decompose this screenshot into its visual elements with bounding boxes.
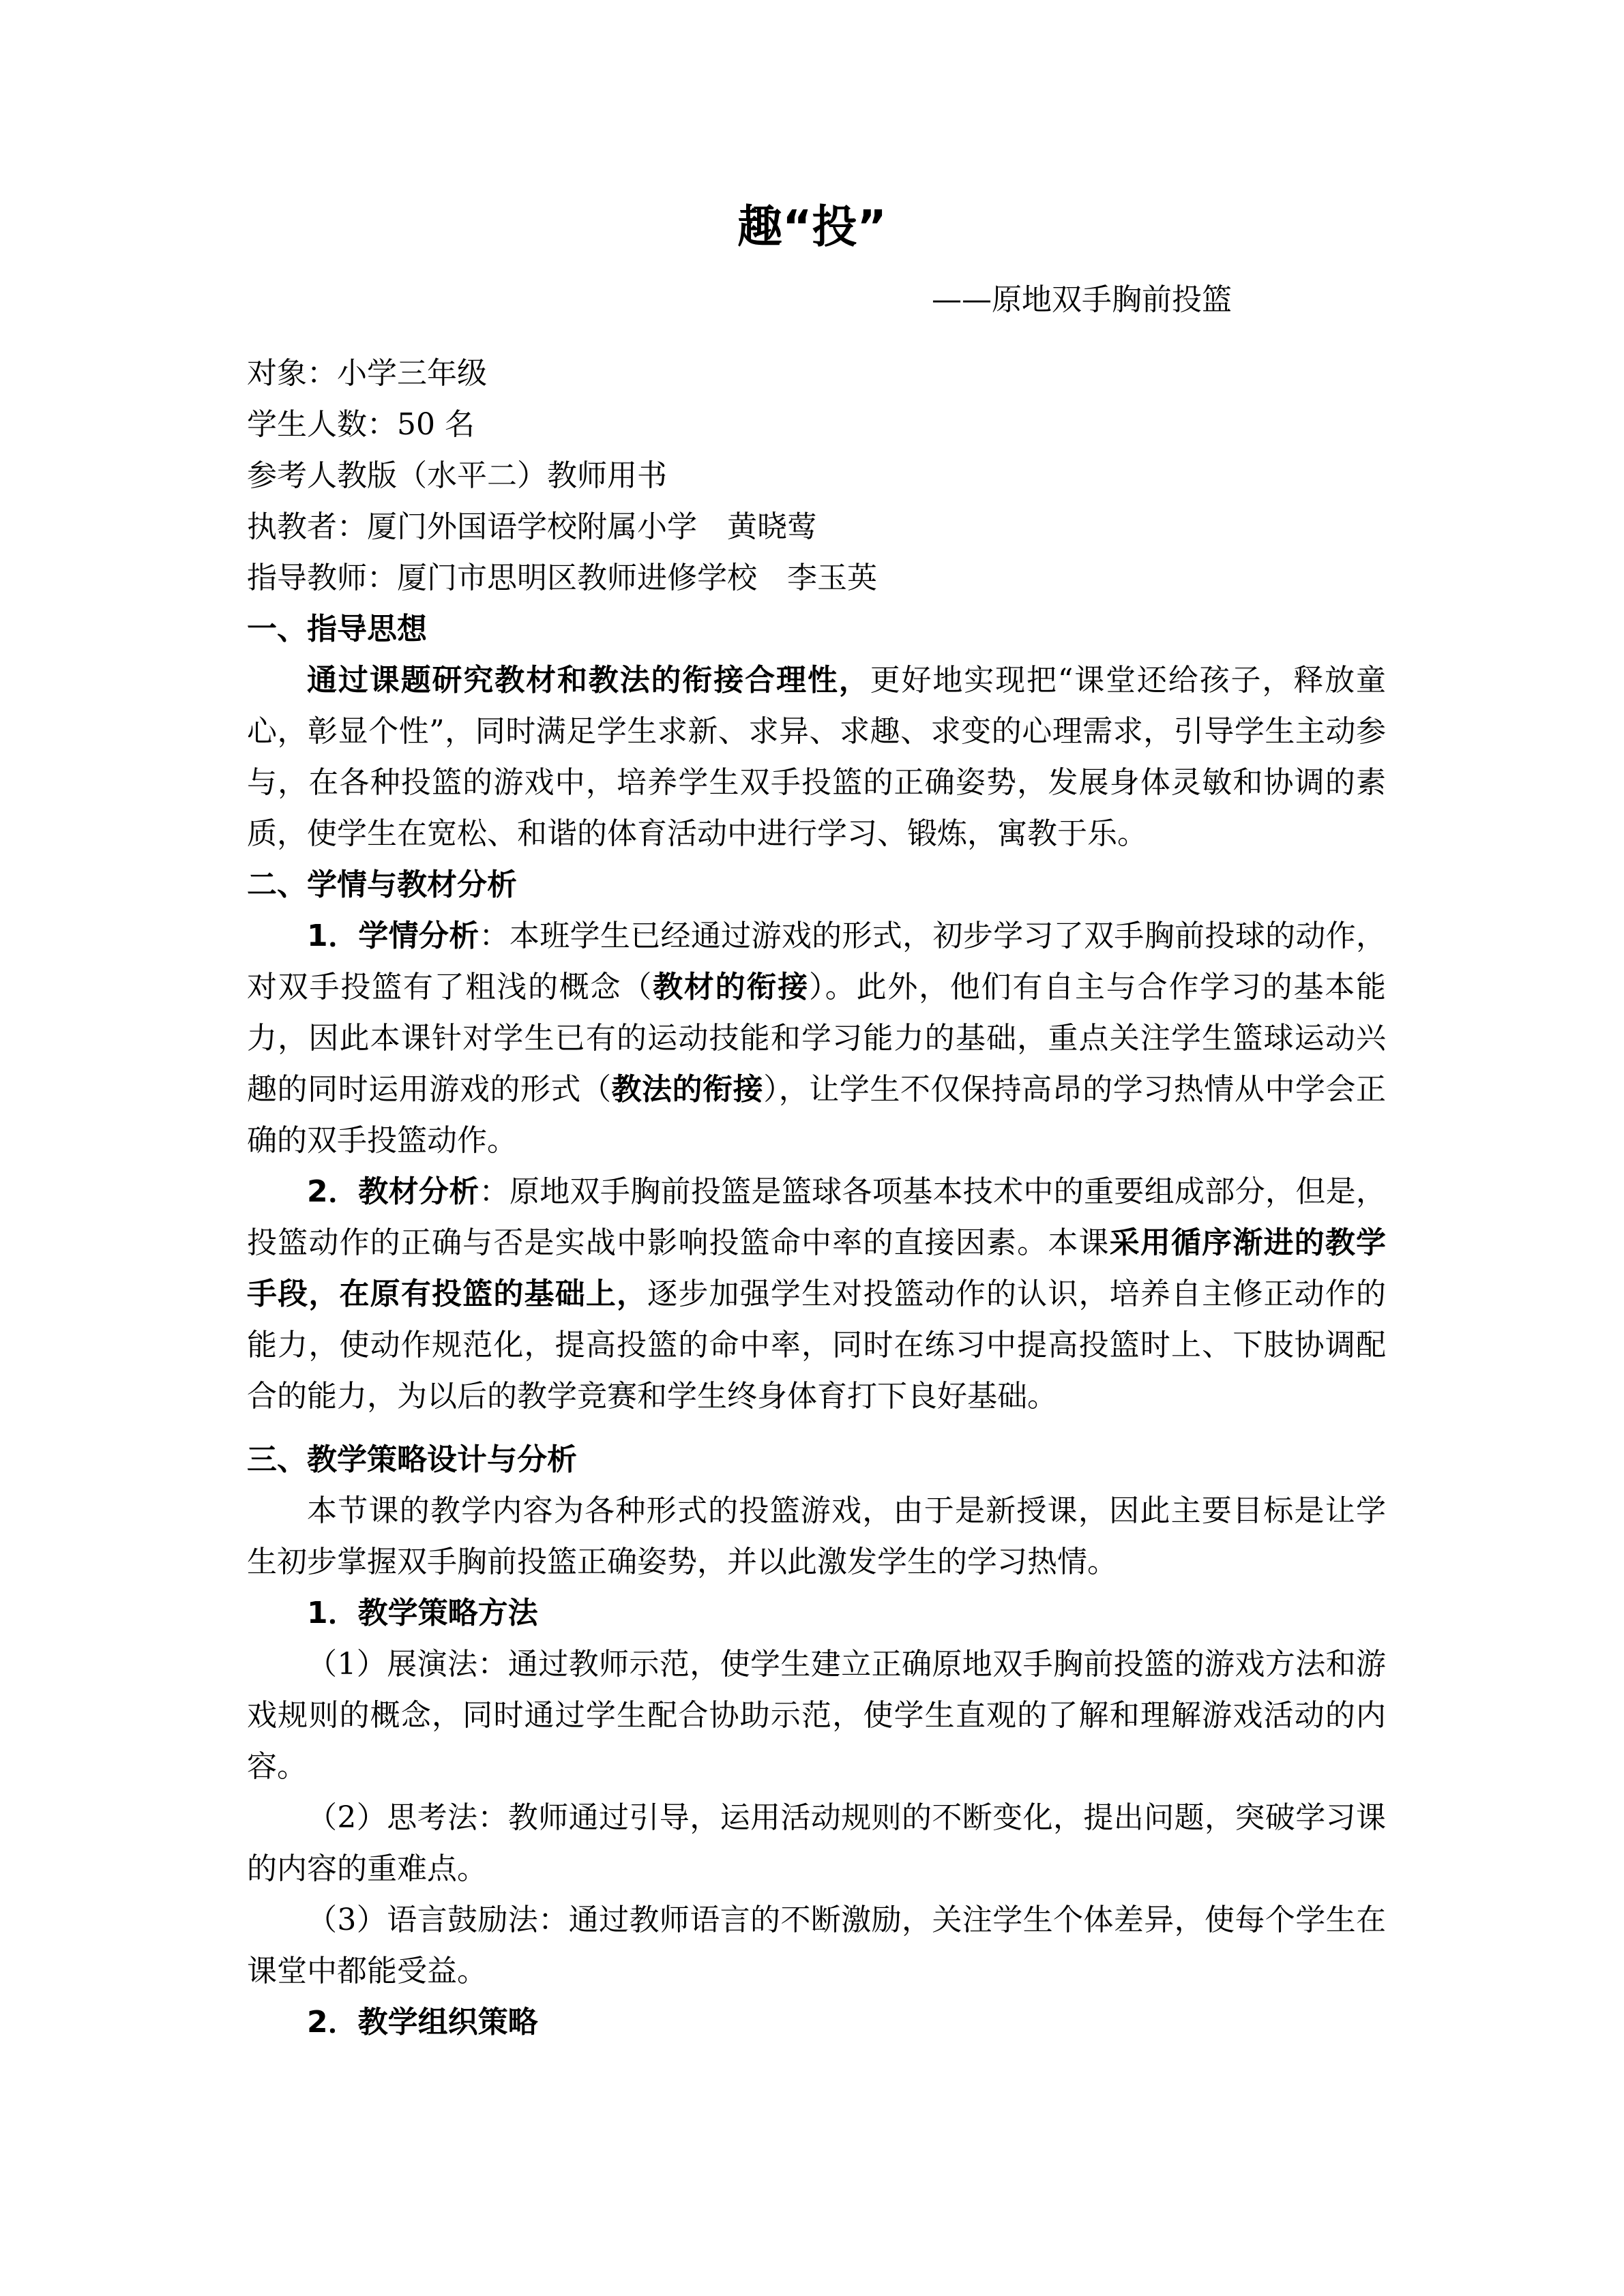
document-subtitle: ——原地双手胸前投篮 [932, 282, 1232, 317]
paragraph-text: ），让学生不仅保持高昂的学习热情从中学会正确的双手投篮动作。 [247, 1072, 1387, 1158]
paragraph-text: ：本班学生已经通过游戏的形式，初步学习了双手胸前投球的动作，对双手投篮有了粗浅的概念（ [247, 919, 1387, 1004]
subheading-strategy-methods: 1．教学策略方法 [307, 1596, 538, 1630]
bold-phrase: 通过课题研究教材和教法的衔接合理性， [307, 663, 870, 698]
bold-phrase: 教法的衔接 [611, 1072, 764, 1107]
paragraph-method-encouragement: （3）语言鼓励法：通过教师语言的不断激励，关注学生个体差异，使每个学生在课堂中都能受益。 [247, 1903, 1386, 1988]
bold-phrase: 采用循序渐进的教学手段，在原有投篮的基础上， [247, 1225, 1387, 1311]
info-teacher: 执教者：厦门外国语学校附属小学 黄晓莺 [247, 509, 817, 544]
info-advisor: 指导教师：厦门市思明区教师进修学校 李玉英 [247, 561, 877, 595]
paragraph-label: 2．教材分析 [307, 1174, 479, 1209]
paragraph-material-analysis [247, 1166, 1386, 1422]
subheading-organization-strategy: 2．教学组织策略 [307, 2005, 538, 2040]
info-student-count: 学生人数：50 名 [247, 407, 475, 442]
section-heading-analysis: 二、学情与教材分析 [247, 867, 517, 902]
section-heading-strategy: 三、教学策略设计与分析 [247, 1442, 577, 1477]
paragraph-student-analysis [247, 910, 1386, 1166]
paragraph-text: ：原地双手胸前投篮是篮球各项基本技术中的重要组成部分，但是，投篮动作的正确与否是实战中影响投篮命中率的直接因素。本课 [247, 1174, 1387, 1260]
paragraph-text: ）。此外，他们有自主与合作学习的基本能力，因此本课针对学生已有的运动技能和学习能力的基础，重点关注学生篮球运动兴趣的同时运用游戏的形式（ [247, 970, 1387, 1107]
bold-phrase: 教材的衔接 [653, 970, 810, 1004]
paragraph-method-demonstration: （1）展演法：通过教师示范，使学生建立正确原地双手胸前投篮的游戏方法和游戏规则的概念，同时通过学生配合协助示范，使学生直观的了解和理解游戏活动的内容。 [247, 1647, 1386, 1784]
paragraph-text: 更好地实现把“课堂还给孩子，释放童心，彰显个性”，同时满足学生求新、求异、求趣、求变的心理需求，引导学生主动参与，在各种投篮的游戏中，培养学生双手投篮的正确姿势，发展身体灵敏和协调的素质，使学生在宽松、和谐的体育活动中进行学习、锻炼，寓教于乐。 [247, 663, 1387, 851]
document-body [247, 348, 1386, 2048]
info-reference: 参考人教版（水平二）教师用书 [247, 458, 667, 493]
paragraph-strategy-intro: 本节课的教学内容为各种形式的投篮游戏，由于是新授课，因此主要目标是让学生初步掌握双手胸前投篮正确姿势，并以此激发学生的学习热情。 [247, 1493, 1386, 1579]
section-heading-guiding-thought: 一、指导思想 [247, 612, 427, 646]
document-title: 趣“投” [737, 200, 887, 253]
paragraph-method-thinking: （2）思考法：教师通过引导，运用活动规则的不断变化，提出问题，突破学习课的内容的重难点。 [247, 1800, 1386, 1886]
paragraph-text: 逐步加强学生对投篮动作的认识，培养自主修正动作的能力，使动作规范化，提高投篮的命中率，同时在练习中提高投篮时上、下肢协调配合的能力，为以后的教学竞赛和学生终身体育打下良好基础。 [247, 1277, 1387, 1414]
paragraph-guiding-thought [247, 655, 1386, 859]
paragraph-label: 1．学情分析 [307, 919, 479, 953]
info-target: 对象：小学三年级 [247, 356, 487, 391]
spacer [247, 1422, 1386, 1434]
